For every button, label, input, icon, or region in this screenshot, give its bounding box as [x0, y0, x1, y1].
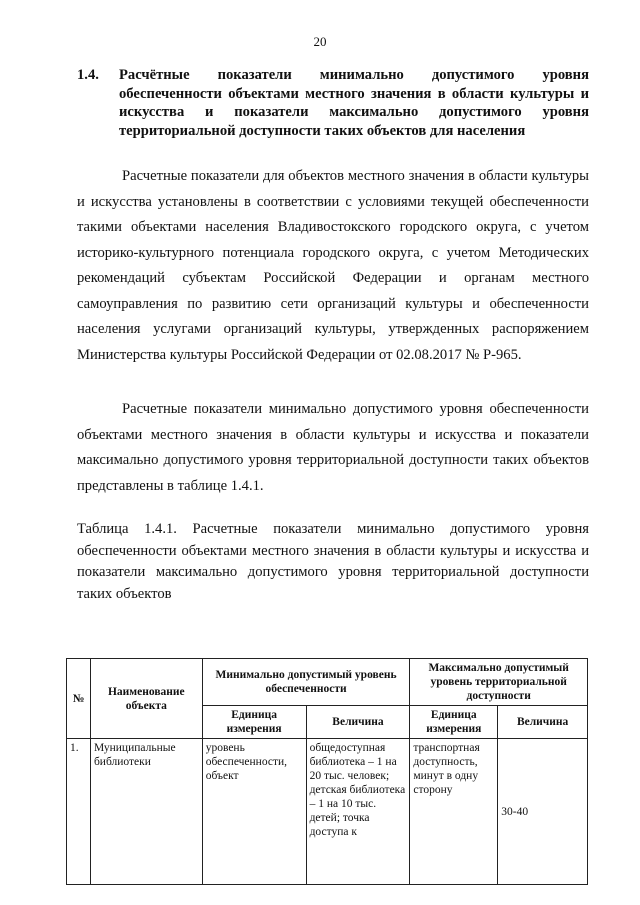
section-heading: [77, 66, 589, 140]
table-header-row: [67, 659, 588, 706]
header-num: №: [67, 659, 91, 739]
header-max-value: Величина: [498, 706, 588, 739]
header-min-unit: Единица измерения: [202, 706, 306, 739]
header-min-value: Величина: [306, 706, 410, 739]
paragraph-1: Расчетные показатели для объектов местного значения в области культуры и искусства установлены в соответствии с условиями текущей обеспеченности такими объектами населения Владивостокского городского округа, с учетом историко-культурного потенциала городского округа, с учетом Методических рекомендаций субъектам Российской Федерации и органам местного самоуправления по развитию сети организаций культуры и обеспеченности населения услугами организаций культуры, утвержденных распоряжением Министерства культуры Российской Федерации от 02.08.2017 № Р-965.: [77, 168, 589, 363]
header-min-group: Минимально допустимый уровень обеспеченности: [202, 659, 410, 706]
header-max-unit: Единица измерения: [410, 706, 498, 739]
table-row: [67, 739, 588, 885]
section-number: 1.4.: [77, 67, 99, 83]
section-title: Расчётные показатели минимально допустимого уровня обеспеченности объектами местного значения в области культуры и искусства и показатели максимально допустимого уровня территориальной доступности таких объектов для населения: [119, 67, 589, 139]
row-max-value: 30-40: [498, 739, 588, 885]
culture-table: [66, 658, 588, 885]
page-number: 20: [313, 34, 327, 49]
header-max-group: Максимально допустимый уровень территориальной доступности: [410, 659, 588, 706]
row-max-unit: транспортная доступность, минут в одну сторону: [410, 739, 498, 885]
row-num: 1.: [67, 739, 91, 885]
paragraph-2: Расчетные показатели минимально допустимого уровня обеспеченности объектами местного значения в области культуры и искусства и показатели максимально допустимого уровня территориальной доступности таких объектов представлены в таблице 1.4.1.: [77, 401, 589, 494]
row-min-value: общедоступная библиотека – 1 на 20 тыс. человек; детская библиотека – 1 на 10 тыс. детей; точка доступа к: [306, 739, 410, 885]
row-name: Муниципальные библиотеки: [90, 739, 202, 885]
row-min-unit: уровень обеспеченности, объект: [202, 739, 306, 885]
table-caption: Таблица 1.4.1. Расчетные показатели минимально допустимого уровня обеспеченности объектами местного значения в области культуры и искусства и показатели максимально допустимого уровня территориальной доступности таких объектов: [77, 521, 589, 602]
header-name: Наименование объекта: [90, 659, 202, 739]
